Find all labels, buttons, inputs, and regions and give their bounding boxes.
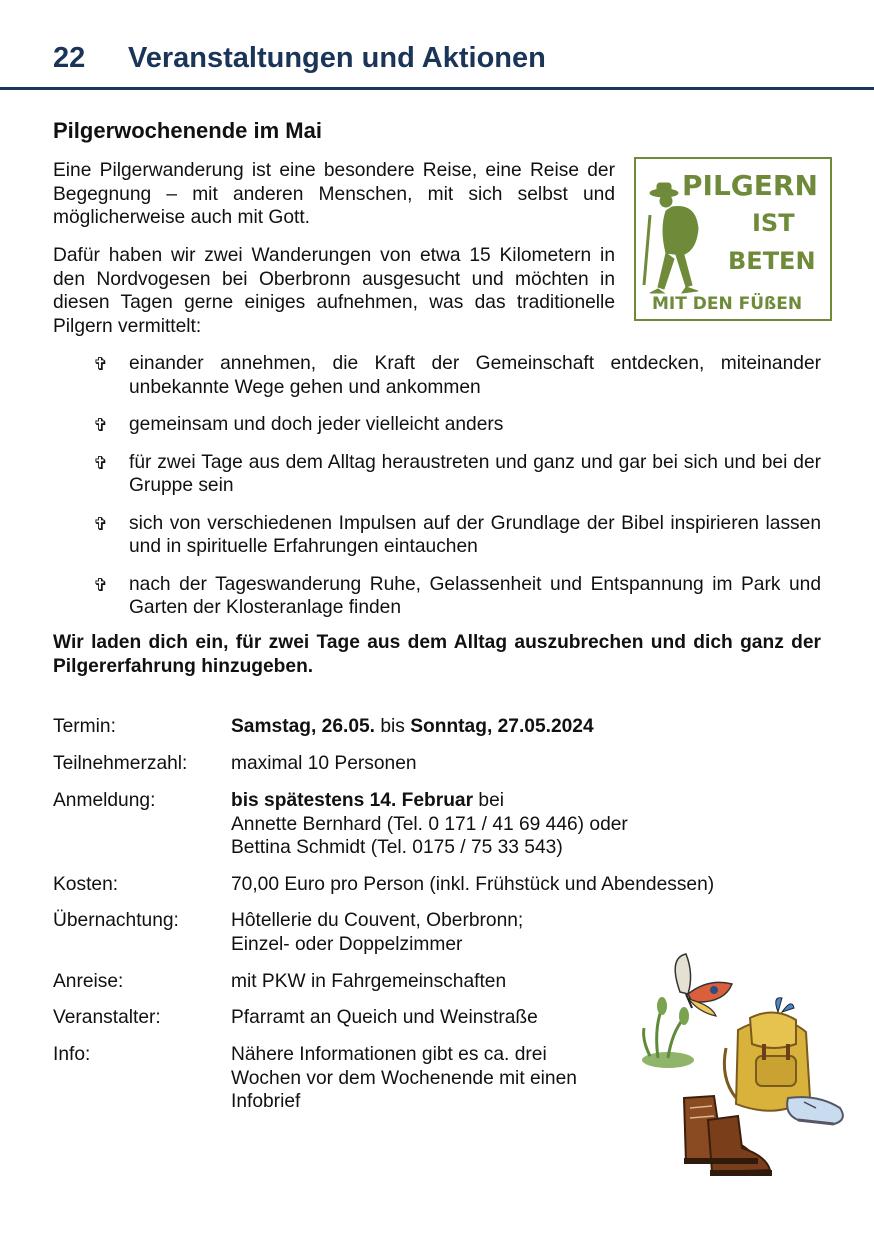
section-title: Veranstaltungen und Aktionen bbox=[128, 42, 546, 74]
detail-label: Anmeldung: bbox=[53, 790, 156, 811]
detail-value: Nähere Informationen gibt es ca. drei Wochen vor dem Wochenende mit einen Infobrief bbox=[231, 1044, 577, 1112]
detail-label: Veranstalter: bbox=[53, 1007, 161, 1028]
list-item: ✞ sich von verschiedenen Impulsen auf der Grundlage der Bibel inspirieren lassen und in spirituelle Erfahrungen eintauchen bbox=[93, 512, 821, 557]
detail-value: Hôtellerie du Couvent, Oberbronn; Einzel- oder Doppelzimmer bbox=[231, 910, 524, 955]
detail-value: mit PKW in Fahrgemeinschaften bbox=[231, 971, 507, 992]
detail-value: Pfarramt an Queich und Weinstraße bbox=[231, 1007, 538, 1028]
detail-label: Info: bbox=[53, 1044, 91, 1065]
sneaker-icon bbox=[787, 1097, 843, 1124]
article-title: Pilgerwochenende im Mai bbox=[53, 118, 322, 143]
detail-label: Termin: bbox=[53, 716, 116, 737]
cross-icon: ✞ bbox=[93, 354, 109, 374]
pilgrim-icon bbox=[636, 159, 830, 319]
plant-icon bbox=[642, 997, 694, 1068]
logo-line-3: BETEN bbox=[728, 247, 816, 275]
backpack-icon bbox=[724, 1012, 810, 1110]
list-item: ✞ gemeinsam und doch jeder vielleicht anders bbox=[53, 413, 821, 437]
page-number: 22 bbox=[53, 42, 86, 74]
logo-line-1: PILGERN bbox=[682, 169, 818, 202]
list-item: ✞ einander annehmen, die Kraft der Gemeinschaft entdecken, miteinander unbekannte Wege gehen und ankommen bbox=[93, 353, 821, 398]
detail-label: Teilnehmerzahl: bbox=[53, 753, 188, 774]
logo-line-4: MIT DEN FÜßEN bbox=[652, 294, 803, 314]
page-header bbox=[0, 0, 874, 92]
bullet-list bbox=[53, 352, 821, 634]
cross-icon: ✞ bbox=[93, 574, 109, 595]
cross-icon: ✞ bbox=[93, 415, 109, 435]
detail-label: Übernachtung: bbox=[53, 910, 179, 931]
invitation-text: Wir laden dich ein, für zwei Tage aus dem Alltag auszubrechen und dich ganz der Pilgererfahrung hinzugeben. bbox=[53, 632, 821, 677]
list-item: ✞ nach der Tageswanderung Ruhe, Gelassenheit und Entspannung im Park und Garten der Klosteranlage finden bbox=[93, 573, 821, 618]
cross-icon: ✞ bbox=[93, 513, 109, 534]
butterfly-icon bbox=[675, 954, 732, 1016]
description-paragraph: Dafür haben wir zwei Wanderungen von etwa 15 Kilometern in den Nordvogesen bei Oberbronn ausgesucht und möchten in diesen Tagen gerne einiges aufnehmen, was das traditionelle Pilgern vermittelt: bbox=[53, 245, 615, 337]
detail-value: bis spätestens 14. Februar bei Annette Bernhard (Tel. 0 171 / 41 69 446) oder Bettina Schmidt (Tel. 0175 / 75 33 543) bbox=[231, 790, 628, 858]
hiking-illustration bbox=[628, 948, 854, 1180]
detail-label: Kosten: bbox=[53, 874, 119, 895]
small-butterfly-icon bbox=[776, 998, 794, 1012]
header-rule bbox=[0, 87, 874, 90]
detail-value: 70,00 Euro pro Person (inkl. Frühstück und Abendessen) bbox=[231, 874, 715, 895]
list-item: ✞ für zwei Tage aus dem Alltag heraustreten und ganz und gar bei sich und bei der Gruppe sein bbox=[93, 451, 821, 496]
detail-value: Samstag, 26.05. bis Sonntag, 27.05.2024 bbox=[231, 716, 594, 737]
cross-icon: ✞ bbox=[93, 452, 109, 473]
logo-line-2: IST bbox=[752, 209, 795, 237]
detail-label: Anreise: bbox=[53, 971, 124, 992]
intro-paragraph: Eine Pilgerwanderung ist eine besondere Reise, eine Reise der Begegnung – mit anderen Menschen, mit sich selbst und möglicherweise auch mit Gott. bbox=[53, 160, 615, 228]
pilgern-logo bbox=[634, 157, 832, 321]
detail-value: maximal 10 Personen bbox=[231, 753, 417, 774]
